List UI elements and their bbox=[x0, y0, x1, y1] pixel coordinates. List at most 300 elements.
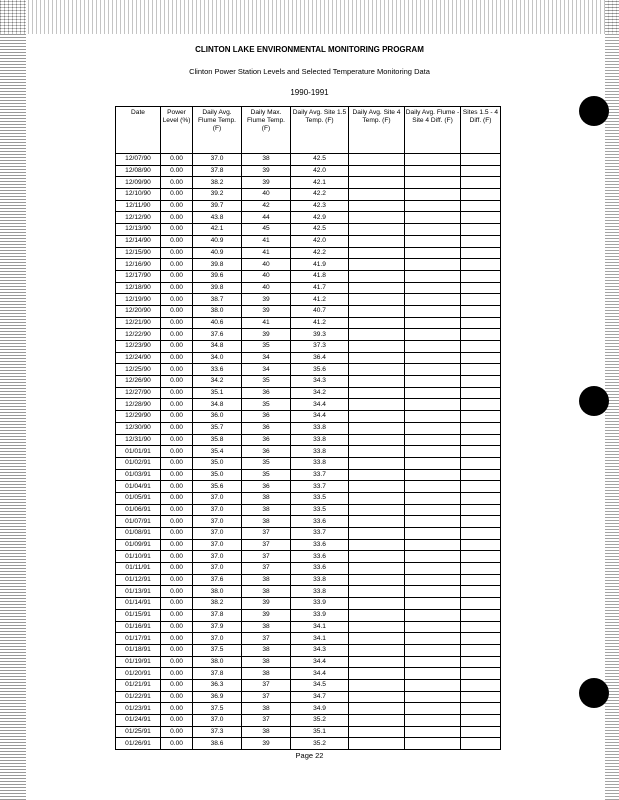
cell-power-level: 0.00 bbox=[161, 422, 193, 434]
cell-max-flume: 37 bbox=[242, 691, 291, 703]
cell-max-flume: 36 bbox=[242, 422, 291, 434]
cell-avg-site4 bbox=[349, 224, 405, 236]
cell-date: 12/18/90 bbox=[116, 282, 161, 294]
table-row bbox=[116, 539, 501, 551]
cell-sites-diff bbox=[461, 305, 501, 317]
cell-date: 12/11/90 bbox=[116, 200, 161, 212]
cell-max-flume: 38 bbox=[242, 586, 291, 598]
cell-flume-site4-diff bbox=[405, 165, 461, 177]
cell-avg-flume: 43.8 bbox=[193, 212, 242, 224]
cell-date: 12/07/90 bbox=[116, 154, 161, 166]
cell-flume-site4-diff bbox=[405, 703, 461, 715]
cell-avg-site15: 33.6 bbox=[291, 551, 349, 563]
table-row bbox=[116, 469, 501, 481]
cell-date: 01/18/91 bbox=[116, 644, 161, 656]
cell-avg-site15: 33.5 bbox=[291, 504, 349, 516]
cell-avg-site4 bbox=[349, 165, 405, 177]
cell-avg-site15: 41.2 bbox=[291, 317, 349, 329]
cell-sites-diff bbox=[461, 352, 501, 364]
cell-power-level: 0.00 bbox=[161, 294, 193, 306]
cell-date: 12/21/90 bbox=[116, 317, 161, 329]
cell-flume-site4-diff bbox=[405, 212, 461, 224]
cell-sites-diff bbox=[461, 668, 501, 680]
cell-max-flume: 39 bbox=[242, 165, 291, 177]
cell-avg-site4 bbox=[349, 446, 405, 458]
cell-avg-site4 bbox=[349, 563, 405, 575]
cell-power-level: 0.00 bbox=[161, 574, 193, 586]
header-max-flume-temp: Daily Max. Flume Temp. (F) bbox=[242, 107, 291, 154]
cell-max-flume: 38 bbox=[242, 703, 291, 715]
cell-sites-diff bbox=[461, 574, 501, 586]
punch-hole-top bbox=[579, 96, 609, 126]
cell-power-level: 0.00 bbox=[161, 282, 193, 294]
cell-date: 01/24/91 bbox=[116, 715, 161, 727]
cell-max-flume: 36 bbox=[242, 434, 291, 446]
cell-date: 12/10/90 bbox=[116, 189, 161, 201]
cell-date: 01/10/91 bbox=[116, 551, 161, 563]
cell-avg-flume: 34.8 bbox=[193, 399, 242, 411]
cell-avg-site4 bbox=[349, 305, 405, 317]
cell-avg-site15: 34.1 bbox=[291, 621, 349, 633]
cell-power-level: 0.00 bbox=[161, 224, 193, 236]
cell-date: 12/16/90 bbox=[116, 259, 161, 271]
cell-date: 01/19/91 bbox=[116, 656, 161, 668]
table-row bbox=[116, 726, 501, 738]
cell-avg-flume: 37.6 bbox=[193, 574, 242, 586]
cell-avg-site15: 40.7 bbox=[291, 305, 349, 317]
cell-flume-site4-diff bbox=[405, 715, 461, 727]
cell-avg-flume: 35.6 bbox=[193, 481, 242, 493]
cell-avg-site15: 33.6 bbox=[291, 516, 349, 528]
header-avg-site15-temp: Daily Avg. Site 1.5 Temp. (F) bbox=[291, 107, 349, 154]
cell-avg-site4 bbox=[349, 598, 405, 610]
cell-avg-site4 bbox=[349, 633, 405, 645]
cell-avg-site15: 34.7 bbox=[291, 691, 349, 703]
cell-power-level: 0.00 bbox=[161, 457, 193, 469]
cell-avg-site15: 34.4 bbox=[291, 411, 349, 423]
cell-avg-site15: 34.5 bbox=[291, 679, 349, 691]
cell-power-level: 0.00 bbox=[161, 341, 193, 353]
cell-max-flume: 38 bbox=[242, 668, 291, 680]
cell-avg-site4 bbox=[349, 715, 405, 727]
cell-avg-site4 bbox=[349, 200, 405, 212]
cell-avg-site15: 33.6 bbox=[291, 563, 349, 575]
table-row bbox=[116, 282, 501, 294]
cell-avg-site4 bbox=[349, 469, 405, 481]
cell-avg-flume: 35.1 bbox=[193, 387, 242, 399]
cell-avg-site4 bbox=[349, 679, 405, 691]
cell-avg-site15: 33.8 bbox=[291, 422, 349, 434]
cell-sites-diff bbox=[461, 235, 501, 247]
cell-sites-diff bbox=[461, 376, 501, 388]
cell-date: 01/12/91 bbox=[116, 574, 161, 586]
cell-sites-diff bbox=[461, 621, 501, 633]
table-row bbox=[116, 224, 501, 236]
cell-avg-flume: 37.0 bbox=[193, 539, 242, 551]
cell-date: 12/25/90 bbox=[116, 364, 161, 376]
cell-sites-diff bbox=[461, 317, 501, 329]
cell-flume-site4-diff bbox=[405, 235, 461, 247]
cell-avg-flume: 38.0 bbox=[193, 305, 242, 317]
cell-avg-site15: 42.0 bbox=[291, 235, 349, 247]
cell-avg-site4 bbox=[349, 586, 405, 598]
cell-flume-site4-diff bbox=[405, 305, 461, 317]
cell-flume-site4-diff bbox=[405, 282, 461, 294]
cell-power-level: 0.00 bbox=[161, 609, 193, 621]
table-row bbox=[116, 399, 501, 411]
cell-date: 01/20/91 bbox=[116, 668, 161, 680]
cell-sites-diff bbox=[461, 563, 501, 575]
cell-sites-diff bbox=[461, 516, 501, 528]
cell-power-level: 0.00 bbox=[161, 352, 193, 364]
cell-avg-flume: 34.2 bbox=[193, 376, 242, 388]
table-row bbox=[116, 411, 501, 423]
cell-avg-flume: 37.0 bbox=[193, 715, 242, 727]
cell-max-flume: 37 bbox=[242, 539, 291, 551]
cell-sites-diff bbox=[461, 411, 501, 423]
cell-max-flume: 39 bbox=[242, 598, 291, 610]
cell-power-level: 0.00 bbox=[161, 411, 193, 423]
cell-avg-site15: 41.8 bbox=[291, 270, 349, 282]
cell-avg-flume: 35.0 bbox=[193, 469, 242, 481]
cell-avg-site15: 35.2 bbox=[291, 738, 349, 750]
cell-avg-flume: 40.9 bbox=[193, 235, 242, 247]
scan-noise-top bbox=[0, 0, 619, 34]
cell-sites-diff bbox=[461, 504, 501, 516]
table-row bbox=[116, 481, 501, 493]
cell-max-flume: 37 bbox=[242, 715, 291, 727]
cell-avg-site15: 33.5 bbox=[291, 492, 349, 504]
cell-avg-site15: 37.3 bbox=[291, 341, 349, 353]
cell-sites-diff bbox=[461, 481, 501, 493]
cell-avg-site4 bbox=[349, 154, 405, 166]
cell-sites-diff bbox=[461, 528, 501, 540]
cell-power-level: 0.00 bbox=[161, 738, 193, 750]
table-row bbox=[116, 387, 501, 399]
cell-sites-diff bbox=[461, 189, 501, 201]
cell-power-level: 0.00 bbox=[161, 177, 193, 189]
table-row bbox=[116, 715, 501, 727]
cell-avg-flume: 34.8 bbox=[193, 341, 242, 353]
cell-power-level: 0.00 bbox=[161, 516, 193, 528]
cell-avg-site4 bbox=[349, 656, 405, 668]
table-row bbox=[116, 434, 501, 446]
cell-date: 12/09/90 bbox=[116, 177, 161, 189]
cell-max-flume: 38 bbox=[242, 726, 291, 738]
cell-power-level: 0.00 bbox=[161, 387, 193, 399]
cell-flume-site4-diff bbox=[405, 270, 461, 282]
cell-max-flume: 37 bbox=[242, 633, 291, 645]
cell-avg-site15: 33.8 bbox=[291, 574, 349, 586]
table-header-row bbox=[116, 107, 501, 154]
cell-avg-flume: 35.4 bbox=[193, 446, 242, 458]
cell-max-flume: 38 bbox=[242, 516, 291, 528]
cell-date: 01/17/91 bbox=[116, 633, 161, 645]
cell-power-level: 0.00 bbox=[161, 165, 193, 177]
cell-flume-site4-diff bbox=[405, 644, 461, 656]
cell-power-level: 0.00 bbox=[161, 668, 193, 680]
cell-avg-flume: 37.5 bbox=[193, 703, 242, 715]
cell-avg-flume: 37.0 bbox=[193, 154, 242, 166]
cell-sites-diff bbox=[461, 539, 501, 551]
cell-date: 01/03/91 bbox=[116, 469, 161, 481]
cell-date: 12/23/90 bbox=[116, 341, 161, 353]
cell-avg-site15: 33.6 bbox=[291, 539, 349, 551]
cell-power-level: 0.00 bbox=[161, 270, 193, 282]
cell-date: 01/13/91 bbox=[116, 586, 161, 598]
cell-power-level: 0.00 bbox=[161, 551, 193, 563]
cell-power-level: 0.00 bbox=[161, 189, 193, 201]
cell-max-flume: 41 bbox=[242, 317, 291, 329]
cell-date: 12/22/90 bbox=[116, 329, 161, 341]
page-number: Page 22 bbox=[295, 751, 324, 760]
cell-avg-site15: 42.3 bbox=[291, 200, 349, 212]
table-row bbox=[116, 528, 501, 540]
cell-avg-site4 bbox=[349, 282, 405, 294]
cell-avg-site15: 35.2 bbox=[291, 715, 349, 727]
table-row bbox=[116, 200, 501, 212]
cell-flume-site4-diff bbox=[405, 563, 461, 575]
cell-flume-site4-diff bbox=[405, 492, 461, 504]
scan-noise-left bbox=[0, 0, 26, 800]
table-row bbox=[116, 691, 501, 703]
cell-flume-site4-diff bbox=[405, 387, 461, 399]
cell-avg-site4 bbox=[349, 399, 405, 411]
cell-flume-site4-diff bbox=[405, 516, 461, 528]
cell-date: 01/05/91 bbox=[116, 492, 161, 504]
cell-avg-site4 bbox=[349, 411, 405, 423]
cell-avg-flume: 38.2 bbox=[193, 177, 242, 189]
cell-avg-site4 bbox=[349, 317, 405, 329]
cell-sites-diff bbox=[461, 598, 501, 610]
cell-flume-site4-diff bbox=[405, 399, 461, 411]
table-row bbox=[116, 656, 501, 668]
cell-power-level: 0.00 bbox=[161, 656, 193, 668]
cell-power-level: 0.00 bbox=[161, 539, 193, 551]
cell-sites-diff bbox=[461, 644, 501, 656]
cell-power-level: 0.00 bbox=[161, 212, 193, 224]
table-row bbox=[116, 247, 501, 259]
cell-avg-site4 bbox=[349, 726, 405, 738]
punch-hole-bottom bbox=[579, 678, 609, 708]
cell-max-flume: 38 bbox=[242, 656, 291, 668]
cell-max-flume: 38 bbox=[242, 492, 291, 504]
cell-max-flume: 38 bbox=[242, 574, 291, 586]
cell-max-flume: 37 bbox=[242, 551, 291, 563]
cell-date: 12/30/90 bbox=[116, 422, 161, 434]
cell-sites-diff bbox=[461, 364, 501, 376]
cell-sites-diff bbox=[461, 609, 501, 621]
cell-flume-site4-diff bbox=[405, 656, 461, 668]
cell-max-flume: 36 bbox=[242, 411, 291, 423]
cell-avg-flume: 36.3 bbox=[193, 679, 242, 691]
cell-date: 12/29/90 bbox=[116, 411, 161, 423]
cell-max-flume: 35 bbox=[242, 469, 291, 481]
cell-max-flume: 38 bbox=[242, 621, 291, 633]
cell-date: 01/04/91 bbox=[116, 481, 161, 493]
cell-power-level: 0.00 bbox=[161, 621, 193, 633]
cell-power-level: 0.00 bbox=[161, 644, 193, 656]
table-row bbox=[116, 376, 501, 388]
cell-max-flume: 39 bbox=[242, 177, 291, 189]
cell-max-flume: 36 bbox=[242, 481, 291, 493]
cell-date: 12/28/90 bbox=[116, 399, 161, 411]
cell-avg-flume: 37.5 bbox=[193, 644, 242, 656]
cell-avg-site4 bbox=[349, 551, 405, 563]
cell-avg-flume: 38.7 bbox=[193, 294, 242, 306]
cell-avg-site15: 41.7 bbox=[291, 282, 349, 294]
cell-flume-site4-diff bbox=[405, 528, 461, 540]
cell-avg-site4 bbox=[349, 516, 405, 528]
cell-flume-site4-diff bbox=[405, 247, 461, 259]
cell-max-flume: 36 bbox=[242, 446, 291, 458]
cell-avg-site4 bbox=[349, 539, 405, 551]
cell-avg-site4 bbox=[349, 189, 405, 201]
cell-max-flume: 44 bbox=[242, 212, 291, 224]
cell-avg-site4 bbox=[349, 492, 405, 504]
cell-max-flume: 40 bbox=[242, 270, 291, 282]
table-row bbox=[116, 492, 501, 504]
cell-avg-site15: 42.5 bbox=[291, 224, 349, 236]
cell-avg-flume: 37.6 bbox=[193, 329, 242, 341]
cell-flume-site4-diff bbox=[405, 434, 461, 446]
cell-sites-diff bbox=[461, 165, 501, 177]
cell-avg-flume: 37.8 bbox=[193, 165, 242, 177]
cell-sites-diff bbox=[461, 387, 501, 399]
cell-avg-flume: 38.0 bbox=[193, 656, 242, 668]
cell-avg-site4 bbox=[349, 387, 405, 399]
cell-sites-diff bbox=[461, 399, 501, 411]
cell-avg-flume: 37.0 bbox=[193, 633, 242, 645]
cell-date: 12/08/90 bbox=[116, 165, 161, 177]
table-row bbox=[116, 457, 501, 469]
cell-avg-site15: 34.3 bbox=[291, 376, 349, 388]
cell-date: 01/23/91 bbox=[116, 703, 161, 715]
cell-sites-diff bbox=[461, 726, 501, 738]
cell-avg-site15: 42.2 bbox=[291, 247, 349, 259]
table-row bbox=[116, 270, 501, 282]
temperature-table bbox=[115, 106, 501, 750]
cell-avg-flume: 37.0 bbox=[193, 528, 242, 540]
cell-avg-site15: 41.9 bbox=[291, 259, 349, 271]
cell-max-flume: 38 bbox=[242, 154, 291, 166]
cell-max-flume: 40 bbox=[242, 282, 291, 294]
cell-date: 12/19/90 bbox=[116, 294, 161, 306]
cell-avg-site15: 33.9 bbox=[291, 598, 349, 610]
cell-power-level: 0.00 bbox=[161, 492, 193, 504]
cell-avg-site4 bbox=[349, 574, 405, 586]
cell-flume-site4-diff bbox=[405, 177, 461, 189]
cell-power-level: 0.00 bbox=[161, 679, 193, 691]
cell-max-flume: 38 bbox=[242, 504, 291, 516]
cell-sites-diff bbox=[461, 434, 501, 446]
cell-max-flume: 39 bbox=[242, 294, 291, 306]
cell-power-level: 0.00 bbox=[161, 259, 193, 271]
cell-flume-site4-diff bbox=[405, 609, 461, 621]
table-row bbox=[116, 422, 501, 434]
cell-avg-site15: 34.4 bbox=[291, 656, 349, 668]
table-row bbox=[116, 574, 501, 586]
cell-power-level: 0.00 bbox=[161, 528, 193, 540]
cell-sites-diff bbox=[461, 422, 501, 434]
cell-flume-site4-diff bbox=[405, 668, 461, 680]
cell-max-flume: 39 bbox=[242, 738, 291, 750]
cell-max-flume: 35 bbox=[242, 341, 291, 353]
cell-avg-site4 bbox=[349, 212, 405, 224]
cell-max-flume: 37 bbox=[242, 528, 291, 540]
cell-avg-site4 bbox=[349, 422, 405, 434]
cell-avg-site4 bbox=[349, 294, 405, 306]
header-sites-diff: Sites 1.5 - 4 Diff. (F) bbox=[461, 107, 501, 154]
table-row bbox=[116, 212, 501, 224]
cell-avg-site15: 33.8 bbox=[291, 586, 349, 598]
cell-power-level: 0.00 bbox=[161, 726, 193, 738]
cell-power-level: 0.00 bbox=[161, 434, 193, 446]
cell-power-level: 0.00 bbox=[161, 691, 193, 703]
cell-avg-site15: 34.3 bbox=[291, 644, 349, 656]
cell-avg-site15: 34.2 bbox=[291, 387, 349, 399]
cell-avg-site15: 33.7 bbox=[291, 469, 349, 481]
cell-flume-site4-diff bbox=[405, 539, 461, 551]
cell-flume-site4-diff bbox=[405, 481, 461, 493]
cell-max-flume: 39 bbox=[242, 329, 291, 341]
cell-avg-site4 bbox=[349, 434, 405, 446]
cell-flume-site4-diff bbox=[405, 154, 461, 166]
cell-avg-site4 bbox=[349, 481, 405, 493]
table-row bbox=[116, 329, 501, 341]
cell-flume-site4-diff bbox=[405, 469, 461, 481]
cell-date: 01/07/91 bbox=[116, 516, 161, 528]
table-row bbox=[116, 177, 501, 189]
cell-avg-site15: 42.1 bbox=[291, 177, 349, 189]
document-subtitle: Clinton Power Station Levels and Selected Temperature Monitoring Data bbox=[189, 67, 430, 76]
table-row bbox=[116, 305, 501, 317]
table-row bbox=[116, 633, 501, 645]
table-row bbox=[116, 165, 501, 177]
cell-power-level: 0.00 bbox=[161, 317, 193, 329]
cell-avg-site15: 42.9 bbox=[291, 212, 349, 224]
cell-avg-flume: 37.0 bbox=[193, 563, 242, 575]
cell-avg-flume: 35.7 bbox=[193, 422, 242, 434]
cell-max-flume: 35 bbox=[242, 399, 291, 411]
cell-flume-site4-diff bbox=[405, 551, 461, 563]
cell-avg-flume: 33.6 bbox=[193, 364, 242, 376]
cell-sites-diff bbox=[461, 177, 501, 189]
cell-avg-site15: 34.4 bbox=[291, 668, 349, 680]
cell-max-flume: 45 bbox=[242, 224, 291, 236]
cell-flume-site4-diff bbox=[405, 457, 461, 469]
cell-date: 01/01/91 bbox=[116, 446, 161, 458]
table-row bbox=[116, 259, 501, 271]
cell-avg-site15: 36.4 bbox=[291, 352, 349, 364]
cell-flume-site4-diff bbox=[405, 364, 461, 376]
cell-avg-site4 bbox=[349, 259, 405, 271]
cell-avg-site4 bbox=[349, 609, 405, 621]
cell-avg-flume: 37.9 bbox=[193, 621, 242, 633]
cell-date: 12/27/90 bbox=[116, 387, 161, 399]
cell-date: 01/09/91 bbox=[116, 539, 161, 551]
cell-date: 12/12/90 bbox=[116, 212, 161, 224]
cell-max-flume: 34 bbox=[242, 364, 291, 376]
cell-avg-flume: 37.3 bbox=[193, 726, 242, 738]
cell-sites-diff bbox=[461, 270, 501, 282]
cell-date: 01/16/91 bbox=[116, 621, 161, 633]
table-row bbox=[116, 317, 501, 329]
cell-avg-flume: 39.2 bbox=[193, 189, 242, 201]
table-row bbox=[116, 294, 501, 306]
cell-sites-diff bbox=[461, 259, 501, 271]
cell-avg-site4 bbox=[349, 247, 405, 259]
